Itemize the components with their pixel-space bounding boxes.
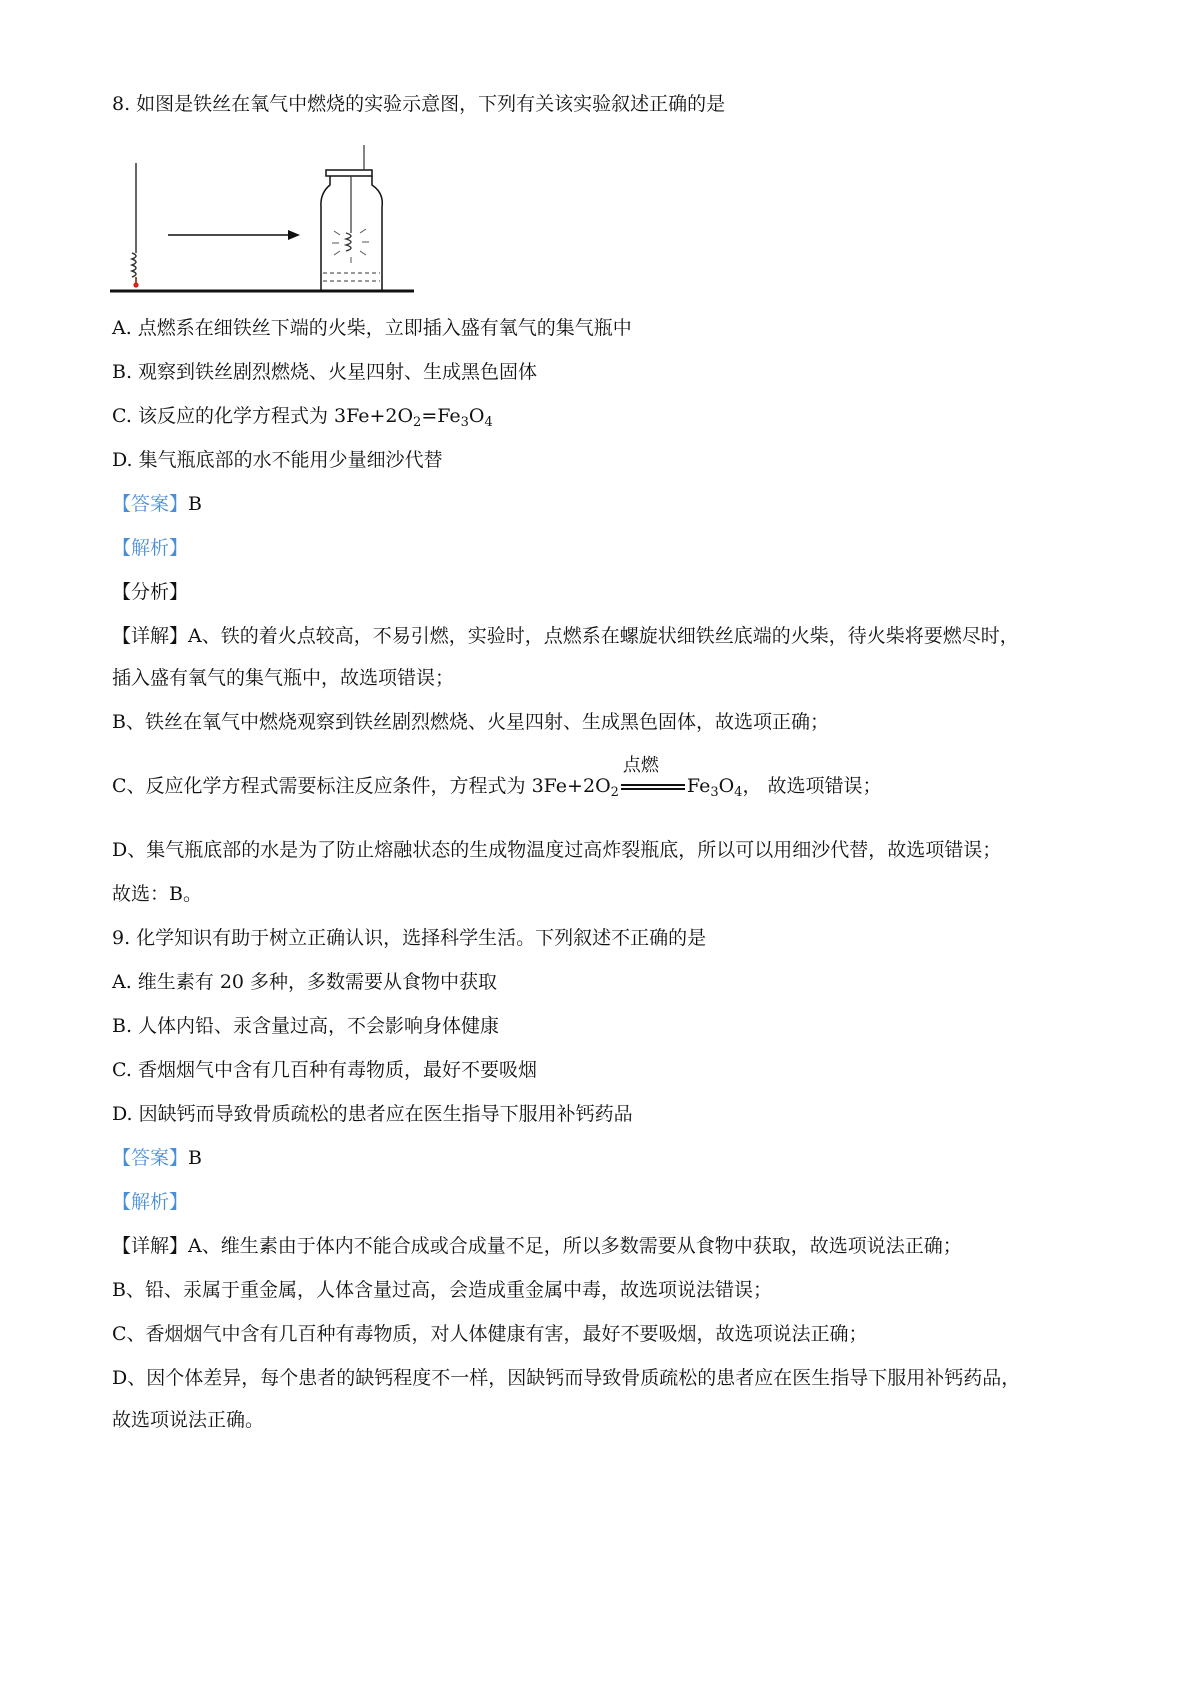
eq-bar <box>621 788 685 790</box>
iron-wire-combustion-figure <box>108 145 458 325</box>
q8-detail-d: D、集气瓶底部的水是为了防止熔融状态的生成物温度过高炸裂瓶底，所以可以用细沙代替，故选项错误； <box>112 839 1002 861</box>
q8-answer <box>112 490 202 518</box>
detail-a-text: A、维生素由于体内不能合成或合成量不足，所以多数需要从食物中获取，故选项说法正确； <box>188 1235 962 1257</box>
glass-lid <box>326 170 372 176</box>
burning-coil <box>346 233 351 251</box>
sparks <box>332 229 369 263</box>
q8-analysis-label: 【解析】 <box>112 537 189 559</box>
sub: 4 <box>734 785 743 800</box>
q8-fenxi-label: 【分析】 <box>112 581 189 603</box>
q9-stem: 9. 化学知识有助于树立正确认识，选择科学生活。下列叙述不正确的是 <box>112 927 707 949</box>
q8-detail-b: B、铁丝在氧气中燃烧观察到铁丝剧烈燃烧、火星四射、生成黑色固体，故选项正确； <box>112 711 829 733</box>
eq-bar <box>621 784 685 786</box>
eq-part: =Fe <box>421 405 461 427</box>
q8-option-c-text: C. 该反应的化学方程式为 3Fe+2O <box>112 405 414 427</box>
sub: 3 <box>710 785 719 800</box>
detail-label: 【详解】 <box>112 625 189 647</box>
sub: 2 <box>413 415 422 430</box>
q9-detail-b: B、铅、汞属于重金属，人体含量过高，会造成重金属中毒，故选项说法错误； <box>112 1279 772 1301</box>
q8-detail-a <box>112 622 1019 650</box>
answer-value: B <box>188 1147 202 1169</box>
q8-option-b: B. 观察到铁丝剧烈燃烧、火星四射、生成黑色固体 <box>112 361 538 383</box>
q9-detail-d: D、因个体差异，每个患者的缺钙程度不一样，因缺钙而导致骨质疏松的患者应在医生指导下服用补钙药品， <box>112 1367 1021 1389</box>
answer-label: 【答案】 <box>112 493 189 515</box>
q8-detail-c <box>112 755 882 800</box>
condition-label: 点燃 <box>622 755 659 776</box>
q9-analysis-label: 【解析】 <box>112 1191 189 1213</box>
detail-label: 【详解】 <box>112 1235 189 1257</box>
match-tip <box>133 282 138 287</box>
detail-c-text: C、反应化学方程式需要标注反应条件，方程式为 3Fe+2O <box>112 775 611 797</box>
q9-answer <box>112 1144 202 1172</box>
eq-part: Fe <box>686 775 711 797</box>
wire-coil <box>132 253 136 277</box>
q9-detail-c: C、香烟烟气中含有几百种有毒物质，对人体健康有害，最好不要吸烟，故选项说法正确； <box>112 1323 868 1345</box>
q8-stem: 8. 如图是铁丝在氧气中燃烧的实验示意图，下列有关该实验叙述正确的是 <box>112 93 726 115</box>
q8-option-d: D. 集气瓶底部的水不能用少量细沙代替 <box>112 449 443 471</box>
sub: 3 <box>460 415 469 430</box>
q8-option-a: A. 点燃系在细铁丝下端的火柴，立即插入盛有氧气的集气瓶中 <box>112 317 632 339</box>
reaction-condition <box>619 755 687 800</box>
eq-part: O <box>468 405 485 427</box>
detail-c-end: ， 故选项错误； <box>742 775 882 797</box>
detail-a-text: A、铁的着火点较高，不易引燃，实验时，点燃系在螺旋状细铁丝底端的火柴，待火柴将要燃尽时， <box>188 625 1019 647</box>
sub: 4 <box>484 415 493 430</box>
sub: 2 <box>610 785 619 800</box>
q9-option-a: A. 维生素有 20 多种，多数需要从食物中获取 <box>112 971 498 993</box>
arrow-head <box>288 230 300 240</box>
eq-part: O <box>718 775 735 797</box>
q8-detail-a-cont: 插入盛有氧气的集气瓶中，故选项错误； <box>112 667 455 689</box>
q8-conclusion: 故选：B。 <box>112 883 202 905</box>
q9-option-d: D. 因缺钙而导致骨质疏松的患者应在医生指导下服用补钙药品 <box>112 1103 633 1125</box>
answer-value: B <box>188 493 202 515</box>
q8-option-c <box>112 402 493 430</box>
q9-option-b: B. 人体内铅、汞含量过高，不会影响身体健康 <box>112 1015 500 1037</box>
q9-detail-d-cont: 故选项说法正确。 <box>112 1409 265 1431</box>
q9-detail-a <box>112 1232 962 1260</box>
q9-option-c: C. 香烟烟气中含有几百种有毒物质，最好不要吸烟 <box>112 1059 537 1081</box>
answer-label: 【答案】 <box>112 1147 189 1169</box>
